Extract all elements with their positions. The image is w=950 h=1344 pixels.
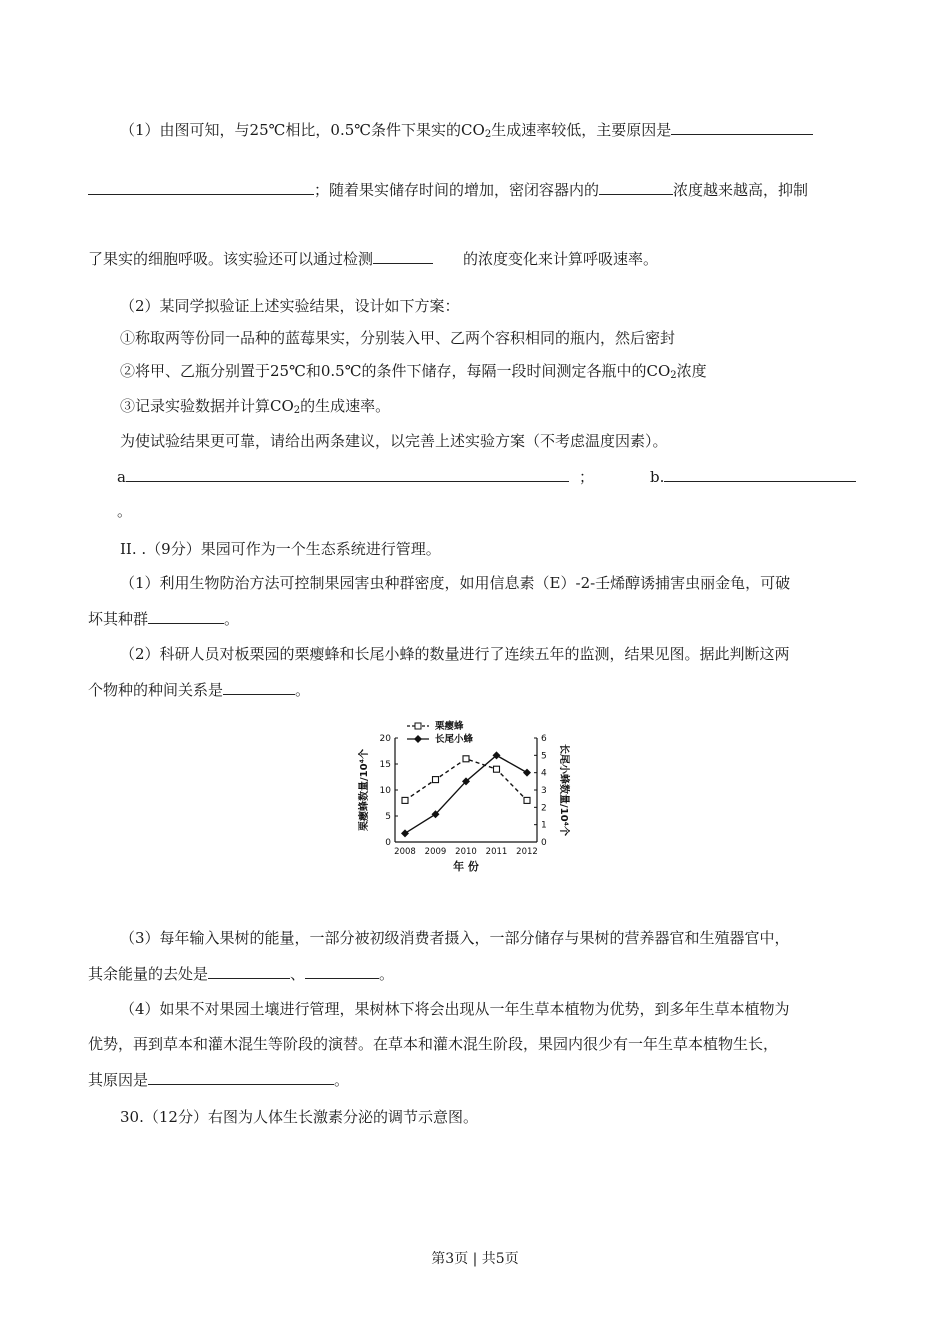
- answer-blank[interactable]: [671, 118, 813, 135]
- q1-line3: 了果实的细胞呼吸。该实验还可以通过检测 的浓度变化来计算呼吸速率。: [88, 247, 658, 269]
- tick-label-left: 0: [385, 838, 391, 848]
- x-axis-title: 年 份: [453, 860, 479, 873]
- tick-label-right: 6: [541, 734, 547, 744]
- q2-period: 。: [117, 502, 133, 520]
- answer-blank[interactable]: [148, 607, 224, 624]
- series-point-1: [524, 797, 530, 803]
- tick-label-right: 4: [541, 768, 547, 779]
- answer-blank[interactable]: [208, 962, 290, 979]
- series-line-2: [405, 755, 527, 833]
- page-footer: 第3页 | 共5页: [431, 1251, 519, 1267]
- q2-suggestions: a ； b.: [117, 465, 856, 487]
- series-point-2: [401, 829, 409, 837]
- part2-p2-line1: （2）科研人员对板栗园的栗瘿蜂和长尾小蜂的数量进行了连续五年的监测，结果见图。据此判断这两: [120, 645, 790, 663]
- answer-blank[interactable]: [305, 962, 379, 979]
- tick-label-right: 2: [541, 803, 547, 814]
- q2-step2: ②将甲、乙瓶分别置于25℃和0.5℃的条件下储存，每隔一段时间测定各瓶中的$CO_2$浓度: [120, 362, 707, 381]
- part2-p4-line2: 优势，再到草本和灌木混生等阶段的演替。在草本和灌木混生阶段，果园内很少有一年生草本植物生长，: [88, 1035, 779, 1053]
- tick-label-right: 1: [541, 820, 547, 831]
- series-point-1: [463, 756, 469, 762]
- q2-step1: ①称取两等份同一品种的蓝莓果实，分别装入甲、乙两个容积相同的瓶内，然后密封: [120, 329, 676, 347]
- y-axis-title-right: 长尾小蜂数量/10⁴个: [558, 744, 569, 836]
- q2-intro: （2）某同学拟验证上述实验结果，设计如下方案：: [120, 297, 460, 315]
- category-label: 2008: [394, 847, 416, 857]
- tick-label-left: 5: [385, 812, 391, 822]
- legend-label-2: 长尾小蜂: [435, 734, 474, 745]
- series-point-1: [402, 797, 408, 803]
- q2-ask: 为使试验结果更可靠，请给出两条建议，以完善上述实验方案（不考虑温度因素）。: [120, 432, 668, 450]
- population-chart: [355, 718, 605, 876]
- category-label: 2012: [516, 847, 538, 857]
- q1-line2: ；随着果实储存时间的增加，密闭容器内的 浓度越来越高，抑制: [88, 178, 808, 200]
- answer-blank[interactable]: [148, 1068, 334, 1085]
- part2-p4-line3: 其原因是 。: [88, 1068, 349, 1090]
- series-point-2: [523, 769, 531, 777]
- q30-title: 30.（12分）右图为人体生长激素分泌的调节示意图。: [120, 1108, 478, 1126]
- series-point-1: [494, 766, 500, 772]
- legend-marker-1: [415, 723, 421, 729]
- answer-blank[interactable]: [373, 247, 433, 264]
- answer-blank-b[interactable]: [664, 465, 856, 482]
- answer-blank[interactable]: [88, 178, 314, 195]
- answer-blank-a[interactable]: [126, 465, 569, 482]
- tick-label-right: 5: [541, 751, 547, 762]
- part2-p3-line2: 其余能量的去处是 、 。: [88, 962, 394, 984]
- q2-step3: ③记录实验数据并计算$CO_2$的生成速率。: [120, 397, 391, 416]
- legend-label-1: 栗瘿蜂: [435, 721, 464, 732]
- tick-label-left: 10: [379, 786, 391, 796]
- legend-marker-2: [414, 735, 422, 743]
- category-label: 2010: [455, 847, 477, 857]
- part2-title: II. .（9分）果园可作为一个生态系统进行管理。: [120, 540, 441, 558]
- tick-label-left: 15: [379, 760, 391, 770]
- answer-blank[interactable]: [223, 678, 295, 695]
- part2-p4-line1: （4）如果不对果园土壤进行管理，果树林下将会出现从一年生草本植物为优势，到多年生草本植物为: [120, 1000, 790, 1018]
- q1-line1: （1）由图可知，与25℃相比，0.5℃条件下果实的$CO_2$生成速率较低，主要原因是: [120, 118, 813, 140]
- tick-label-right: 3: [541, 786, 547, 796]
- part2-p3-line1: （3）每年输入果树的能量，一部分被初级消费者摄入，一部分储存与果树的营养器官和生殖器官中，: [120, 929, 790, 947]
- category-label: 2011: [485, 847, 508, 857]
- tick-label-left: 20: [379, 734, 391, 744]
- category-label: 2009: [424, 847, 447, 857]
- part2-p1-line2: 坏其种群 。: [88, 607, 239, 629]
- y-axis-title-left: 栗瘿蜂数量/10⁴个: [359, 749, 370, 831]
- tick-label-right: 0: [541, 838, 547, 848]
- answer-blank[interactable]: [599, 178, 673, 195]
- part2-p1-line1: （1）利用生物防治方法可控制果园害虫种群密度，如用信息素（E）-2-壬烯醇诱捕害虫丽金龟，可破: [120, 574, 791, 592]
- part2-p2-line2: 个物种的种间关系是 。: [88, 678, 310, 700]
- series-point-1: [433, 777, 439, 783]
